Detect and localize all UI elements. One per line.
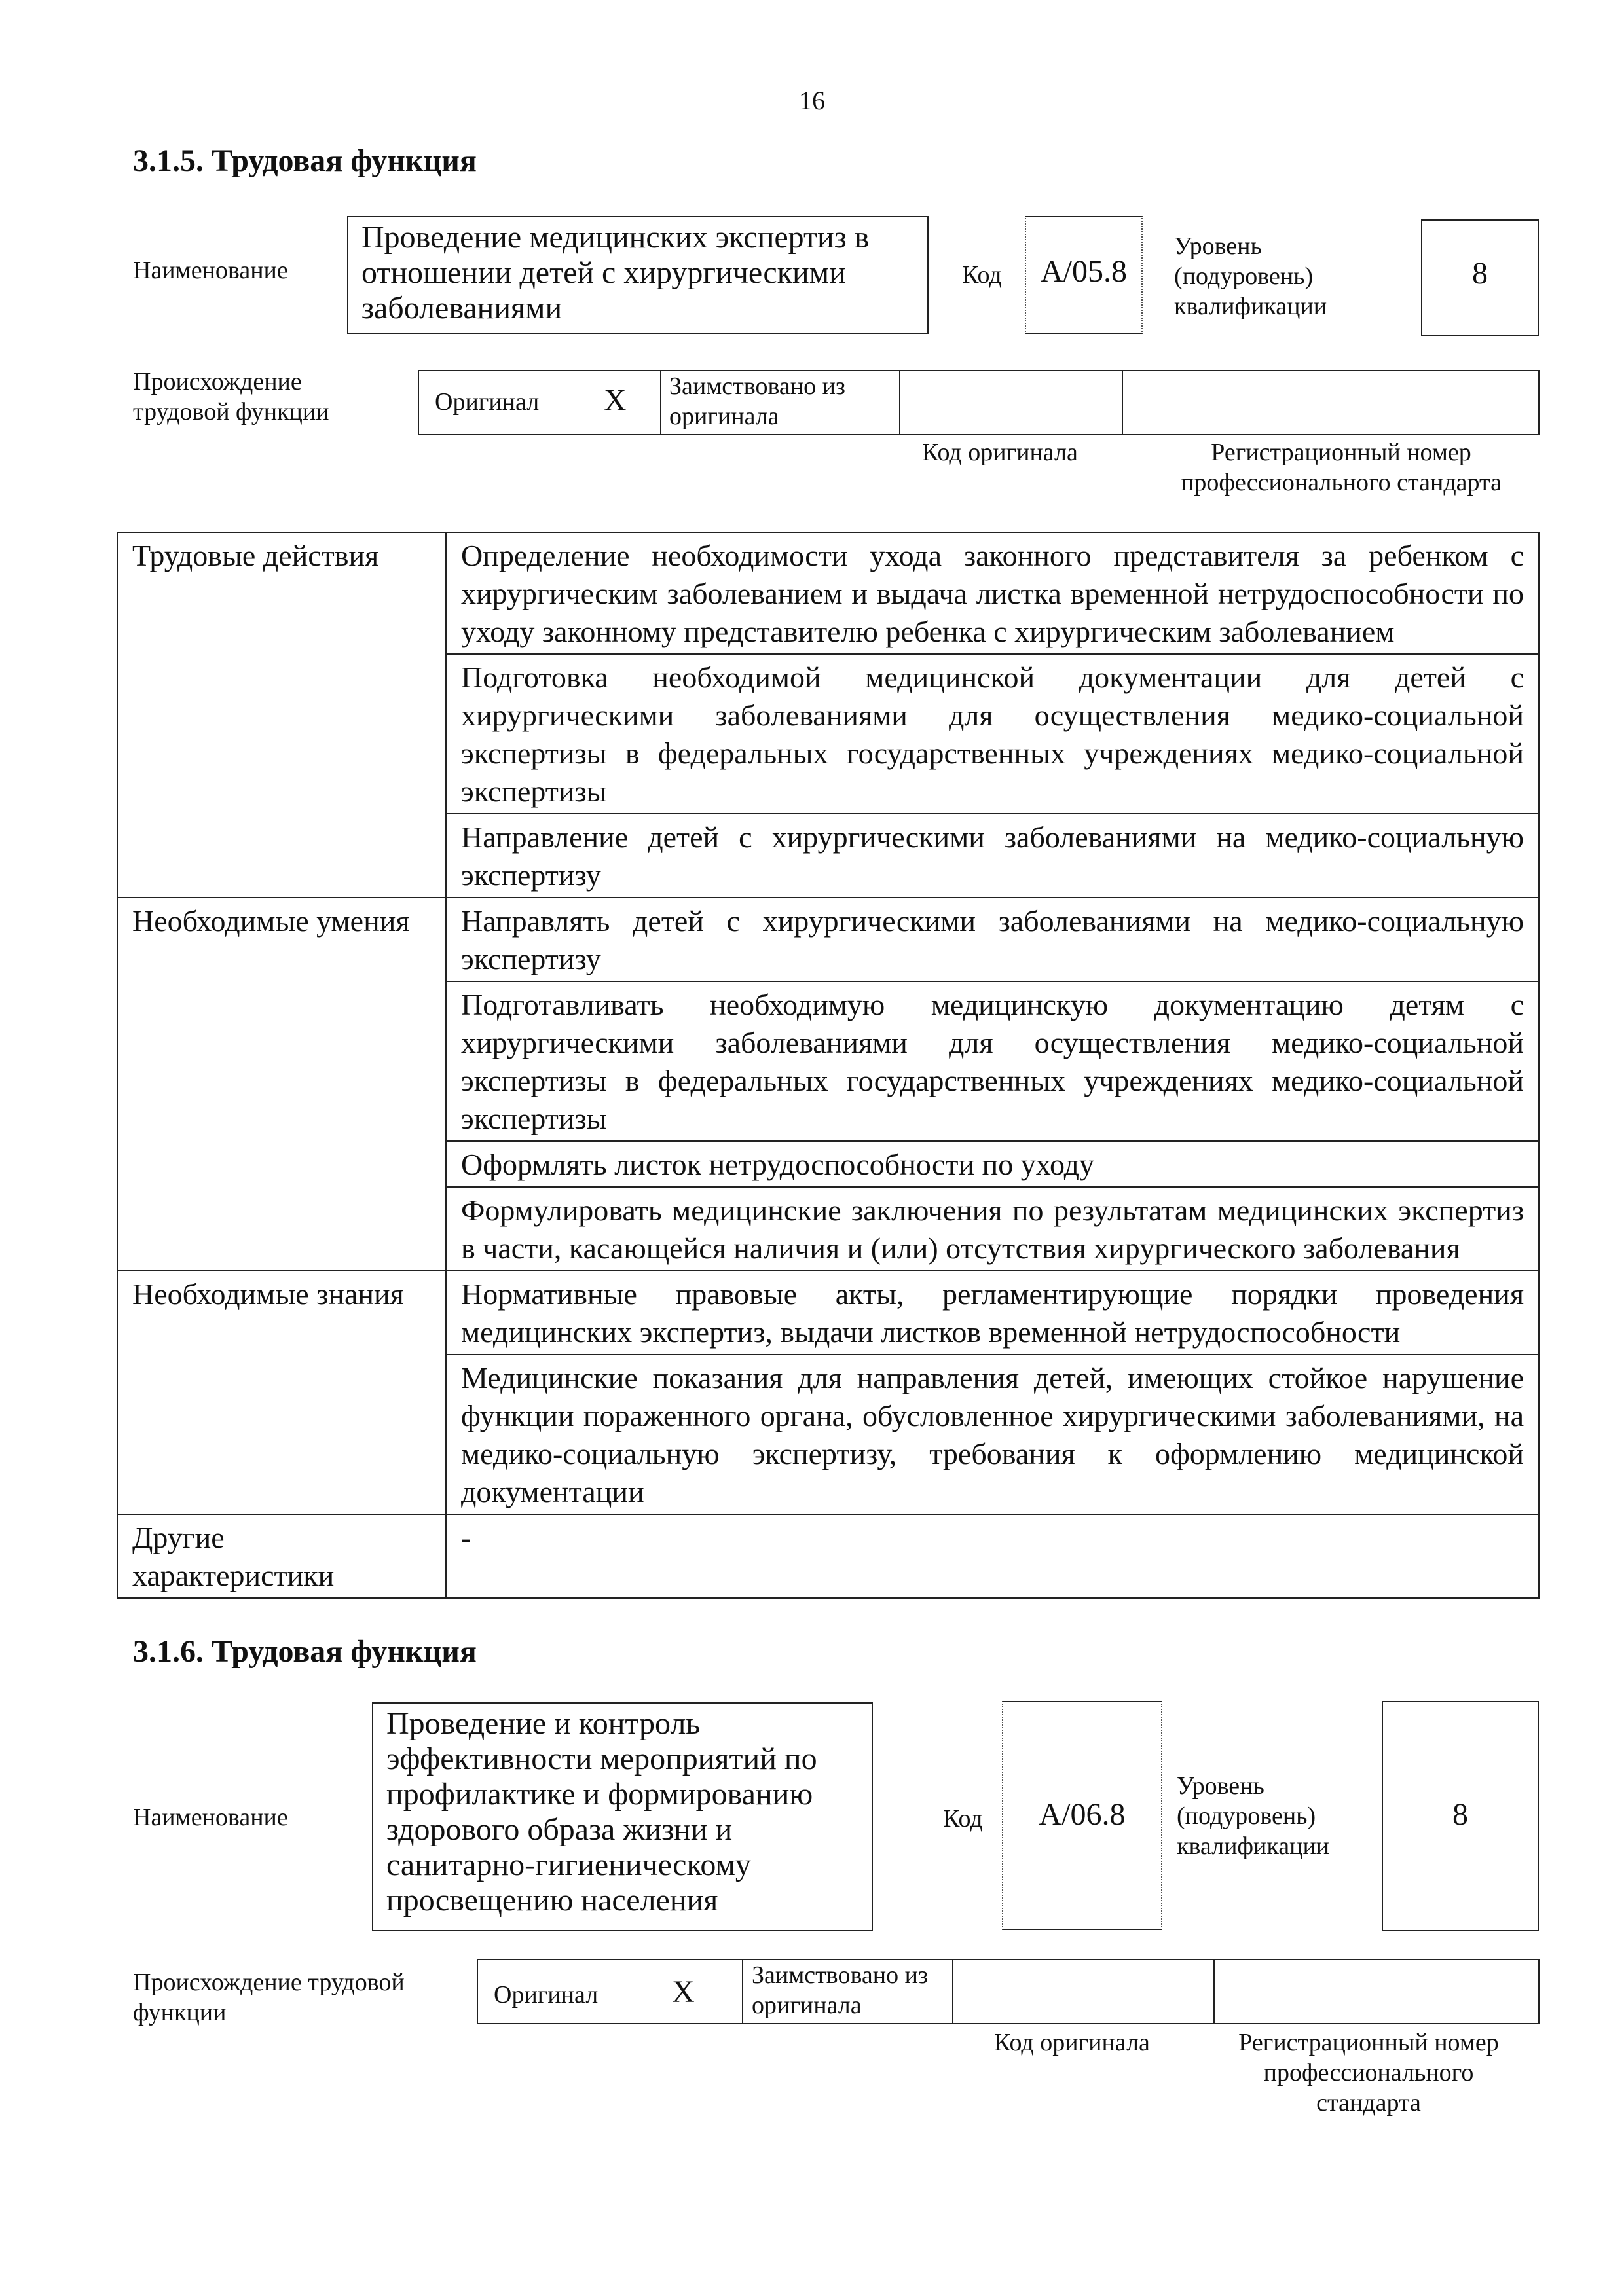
borrowed-label: Заимствовано из оригинала <box>669 373 845 430</box>
name-label: Наименование <box>133 1804 288 1831</box>
table-row <box>117 532 1539 654</box>
table-row <box>117 1514 1539 1598</box>
code-value: A/05.8 <box>1041 254 1127 289</box>
row-label: Необходимые умения <box>117 898 446 1271</box>
original-mark: X <box>604 383 627 418</box>
row-text: Направлять детей с хирургическими заболеваниями на медико-социальную экспертизу <box>446 898 1539 981</box>
code-box <box>1002 1701 1162 1930</box>
row-text: Формулировать медицинские заключения по результатам медицинских экспертиз в части, касающейся наличия и (или) отсутствия хирургического заболевания <box>446 1187 1539 1271</box>
row-text: Подготовка необходимой медицинской документации для детей с хирургическими заболеваниями для осуществления медико-социальной экспертизы в федеральных государственных учреждениях медико-социальной экспертизы <box>446 654 1539 814</box>
borrowed-label: Заимствовано из оригинала <box>752 1961 928 2019</box>
code-value: A/06.8 <box>1039 1797 1126 1832</box>
row-text: Нормативные правовые акты, регламентирующие порядки проведения медицинских экспертиз, выдачи листков временной нетрудоспособности <box>446 1271 1539 1355</box>
original-mark: X <box>672 1975 695 2009</box>
level-label: Уровень (подуровень) квалификации <box>1174 232 1327 320</box>
row-label: Трудовые действия <box>117 532 446 898</box>
level-box <box>1382 1701 1539 1931</box>
name-value-box <box>372 1702 873 1931</box>
section-heading-3-1-6: 3.1.6. Трудовая функция <box>133 1634 477 1669</box>
level-value: 8 <box>1452 1797 1468 1832</box>
original-label: Оригинал <box>494 1981 599 2009</box>
name-value: Проведение медицинских экспертиз в отношении детей с хирургическими заболеваниями <box>361 220 870 325</box>
row-text: Оформлять листок нетрудоспособности по уходу <box>446 1141 1539 1187</box>
name-value-box <box>347 216 929 334</box>
origin-row <box>477 1959 1540 2024</box>
code-label: Код <box>943 1805 983 1832</box>
code-original-caption: Код оригинала <box>922 439 1078 466</box>
reg-number-caption: Регистрационный номер профессионального стандарта <box>1181 439 1502 496</box>
page-number: 16 <box>799 86 825 115</box>
origin-row <box>418 370 1540 435</box>
section-heading-3-1-5: 3.1.5. Трудовая функция <box>133 143 477 178</box>
divider <box>899 371 900 434</box>
reg-number-caption: Регистрационный номер профессионального стандарта <box>1238 2029 1499 2117</box>
table-row <box>117 898 1539 981</box>
row-text: Направление детей с хирургическими заболеваниями на медико-социальную экспертизу <box>446 814 1539 898</box>
code-original-caption: Код оригинала <box>994 2029 1150 2056</box>
divider <box>660 371 661 434</box>
labor-function-table <box>117 532 1540 1599</box>
name-value: Проведение и контроль эффективности мероприятий по профилактике и формированию здорового образа жизни и санитарно-гигиеническому просвещению населения <box>386 1706 817 1918</box>
level-box <box>1421 219 1539 336</box>
divider <box>1122 371 1123 434</box>
origin-label: Происхождение трудовой функции <box>133 1969 405 2026</box>
name-label: Наименование <box>133 257 288 284</box>
code-box <box>1025 216 1143 334</box>
original-label: Оригинал <box>435 388 540 416</box>
divider <box>742 1960 743 2023</box>
row-text: Медицинские показания для направления детей, имеющих стойкое нарушение функции пораженного органа, обусловленное хирургическими заболеваниями, на медико-социальную экспертизу, требования к оформлению медицинской документации <box>446 1355 1539 1514</box>
origin-label: Происхождение трудовой функции <box>133 368 329 426</box>
code-label: Код <box>962 261 1002 289</box>
divider <box>1213 1960 1215 2023</box>
table-row <box>117 1271 1539 1355</box>
level-value: 8 <box>1472 256 1488 291</box>
row-text: - <box>446 1514 1539 1598</box>
divider <box>952 1960 953 2023</box>
row-text: Подготавливать необходимую медицинскую документацию детям с хирургическими заболеваниями для осуществления медико-социальной экспертизы в федеральных государственных учреждениях медико-социальной экспертизы <box>446 981 1539 1141</box>
level-label: Уровень (подуровень) квалификации <box>1177 1772 1330 1860</box>
row-text: Определение необходимости ухода законного представителя за ребенком с хирургическим заболеванием и выдача листка временной нетрудоспособности по уходу законному представителю ребенка с хирургическим заболеванием <box>446 532 1539 654</box>
row-label: Необходимые знания <box>117 1271 446 1514</box>
row-label: Другие характеристики <box>117 1514 446 1598</box>
